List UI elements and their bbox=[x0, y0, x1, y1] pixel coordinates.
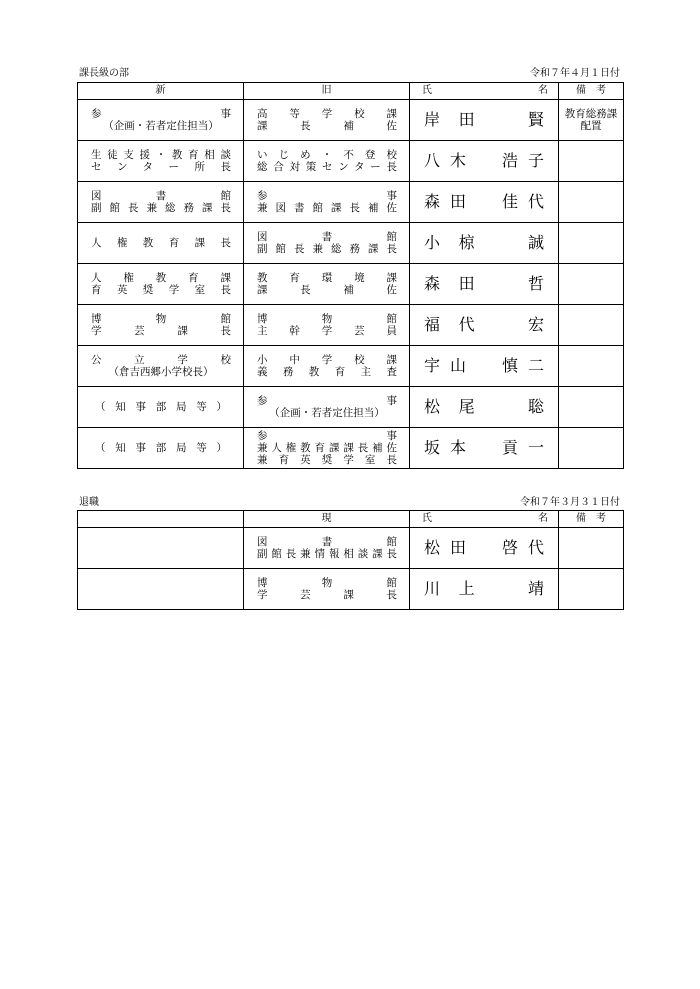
new-position-line: センター所長 bbox=[91, 161, 231, 173]
current-position-line: 副館長兼情報相談課長 bbox=[257, 548, 397, 560]
old-position-line: 小中学校課 bbox=[257, 354, 397, 366]
old-position-line: 兼図書館課長補佐 bbox=[257, 202, 397, 214]
person-name-text: 八木 浩子 bbox=[424, 151, 544, 170]
person-name-text: 川上 靖 bbox=[424, 579, 544, 598]
table-row bbox=[78, 100, 624, 141]
section1-header bbox=[77, 67, 622, 81]
old-position bbox=[244, 264, 410, 305]
retirement-table bbox=[77, 510, 624, 610]
person-name bbox=[410, 223, 559, 264]
old-position bbox=[244, 305, 410, 346]
person-name-text: 岸田 賢 bbox=[424, 110, 544, 129]
person-name bbox=[410, 264, 559, 305]
remarks-cell bbox=[559, 346, 624, 387]
new-position-line: 学芸課長 bbox=[91, 325, 231, 337]
person-name-text: 宇山 慎二 bbox=[424, 356, 544, 375]
old-position-line: 教育環境課 bbox=[257, 272, 397, 284]
new-position-line: （企画・若者定住担当） bbox=[103, 120, 219, 132]
old-position bbox=[244, 182, 410, 223]
new-position-line: 図 書 館 bbox=[91, 190, 231, 202]
old-position-line: 参 事 bbox=[257, 395, 397, 407]
person-name-text: 福代 宏 bbox=[424, 315, 544, 334]
person-name-text: 小椋 誠 bbox=[424, 233, 544, 252]
header-current: 現 bbox=[244, 511, 410, 528]
table-row bbox=[78, 428, 624, 469]
header-name: 氏 名 bbox=[410, 511, 559, 528]
section2-title: 退職 bbox=[79, 497, 99, 508]
old-position bbox=[244, 223, 410, 264]
old-position bbox=[244, 346, 410, 387]
current-position-line: 博 物 館 bbox=[257, 577, 397, 589]
blank-cell bbox=[78, 528, 244, 569]
table-row bbox=[78, 528, 624, 569]
person-name bbox=[410, 141, 559, 182]
remarks-cell bbox=[559, 264, 624, 305]
remarks-line: 配置 bbox=[580, 120, 602, 132]
new-position-line: 参 事 bbox=[91, 108, 231, 120]
person-name bbox=[410, 528, 559, 569]
new-position-line: （知事部局等） bbox=[95, 401, 227, 413]
person-name bbox=[410, 346, 559, 387]
old-position-line: 高等学校課 bbox=[257, 108, 397, 120]
new-position bbox=[78, 223, 244, 264]
old-position-line: 参 事 bbox=[257, 430, 397, 442]
new-position-line: 博 物 館 bbox=[91, 313, 231, 325]
new-position-line: 人権教育課 bbox=[91, 272, 231, 284]
old-position bbox=[244, 100, 410, 141]
new-position bbox=[78, 182, 244, 223]
new-position bbox=[78, 346, 244, 387]
table-row bbox=[78, 346, 624, 387]
header-new: 新 bbox=[78, 83, 244, 100]
section2-date: 令和７年３月３１日付 bbox=[520, 497, 620, 508]
table-row bbox=[78, 223, 624, 264]
retirement-table-header bbox=[78, 511, 624, 528]
person-name bbox=[410, 100, 559, 141]
table-row bbox=[78, 305, 624, 346]
old-position-line: 副館長兼総務課長 bbox=[257, 243, 397, 255]
promotion-table bbox=[77, 82, 624, 469]
table-row bbox=[78, 387, 624, 428]
new-position bbox=[78, 141, 244, 182]
old-position-line: 図 書 館 bbox=[257, 231, 397, 243]
old-position-line: 課長補佐 bbox=[257, 120, 397, 132]
header-old: 旧 bbox=[244, 83, 410, 100]
old-position-line: 兼人権教育課課長補佐 bbox=[257, 442, 397, 454]
table-row bbox=[78, 141, 624, 182]
new-position-line: （知事部局等） bbox=[95, 442, 227, 454]
new-position-line: 育英奨学室長 bbox=[91, 284, 231, 296]
person-name bbox=[410, 569, 559, 610]
person-name bbox=[410, 387, 559, 428]
blank-cell bbox=[78, 569, 244, 610]
old-position-line: 総合対策センター長 bbox=[257, 161, 397, 173]
new-position-line: 副館長兼総務課長 bbox=[91, 202, 231, 214]
header-name: 氏 名 bbox=[410, 83, 559, 100]
new-position bbox=[78, 387, 244, 428]
remarks-line: 教育総務課 bbox=[564, 108, 618, 120]
section1-date: 令和７年４月１日付 bbox=[530, 68, 620, 79]
new-position bbox=[78, 264, 244, 305]
current-position-line: 図 書 館 bbox=[257, 536, 397, 548]
old-position-line: 主幹学芸員 bbox=[257, 325, 397, 337]
old-position-line: いじめ・不登校 bbox=[257, 149, 397, 161]
new-position bbox=[78, 428, 244, 469]
person-name bbox=[410, 428, 559, 469]
new-position bbox=[78, 100, 244, 141]
remarks-cell bbox=[559, 528, 624, 569]
person-name-text: 森田 哲 bbox=[424, 274, 544, 293]
remarks-cell bbox=[559, 387, 624, 428]
header-blank bbox=[78, 511, 244, 528]
remarks-cell bbox=[559, 223, 624, 264]
remarks-cell bbox=[559, 100, 624, 141]
person-name-text: 松尾 聡 bbox=[424, 397, 544, 416]
person-name bbox=[410, 182, 559, 223]
new-position bbox=[78, 305, 244, 346]
remarks-cell bbox=[559, 569, 624, 610]
old-position bbox=[244, 428, 410, 469]
old-position-line: 博 物 館 bbox=[257, 313, 397, 325]
new-position-line: 生徒支援・教育相談 bbox=[91, 149, 231, 161]
current-position bbox=[244, 569, 410, 610]
old-position-line: 課長補佐 bbox=[257, 284, 397, 296]
current-position bbox=[244, 528, 410, 569]
remarks-cell bbox=[559, 305, 624, 346]
old-position bbox=[244, 141, 410, 182]
old-position-line: 参 事 bbox=[257, 190, 397, 202]
old-position-line: 義務教育主査 bbox=[257, 366, 397, 378]
table-row bbox=[78, 569, 624, 610]
person-name-text: 森田 佳代 bbox=[424, 192, 544, 211]
section1-title: 課長級の部 bbox=[79, 68, 129, 79]
new-position-line: 人権教育課長 bbox=[91, 237, 231, 249]
table-row bbox=[78, 264, 624, 305]
old-position-line: 兼育英奨学室長 bbox=[257, 454, 397, 466]
table-row bbox=[78, 182, 624, 223]
remarks-cell bbox=[559, 182, 624, 223]
new-position-line: 公立学校 bbox=[91, 354, 231, 366]
person-name-text: 松田 啓代 bbox=[424, 538, 544, 557]
person-name-text: 坂本 貢一 bbox=[424, 438, 544, 457]
old-position bbox=[244, 387, 410, 428]
current-position-line: 学芸課長 bbox=[257, 589, 397, 601]
remarks-cell bbox=[559, 428, 624, 469]
header-note: 備 考 bbox=[559, 83, 624, 100]
header-note: 備 考 bbox=[559, 511, 624, 528]
remarks-cell bbox=[559, 141, 624, 182]
section2-header bbox=[77, 496, 622, 510]
old-position-line: （企画・若者定住担当） bbox=[269, 407, 385, 419]
promotion-table-header bbox=[78, 83, 624, 100]
new-position-line: （倉吉西郷小学校長） bbox=[108, 366, 214, 378]
person-name bbox=[410, 305, 559, 346]
